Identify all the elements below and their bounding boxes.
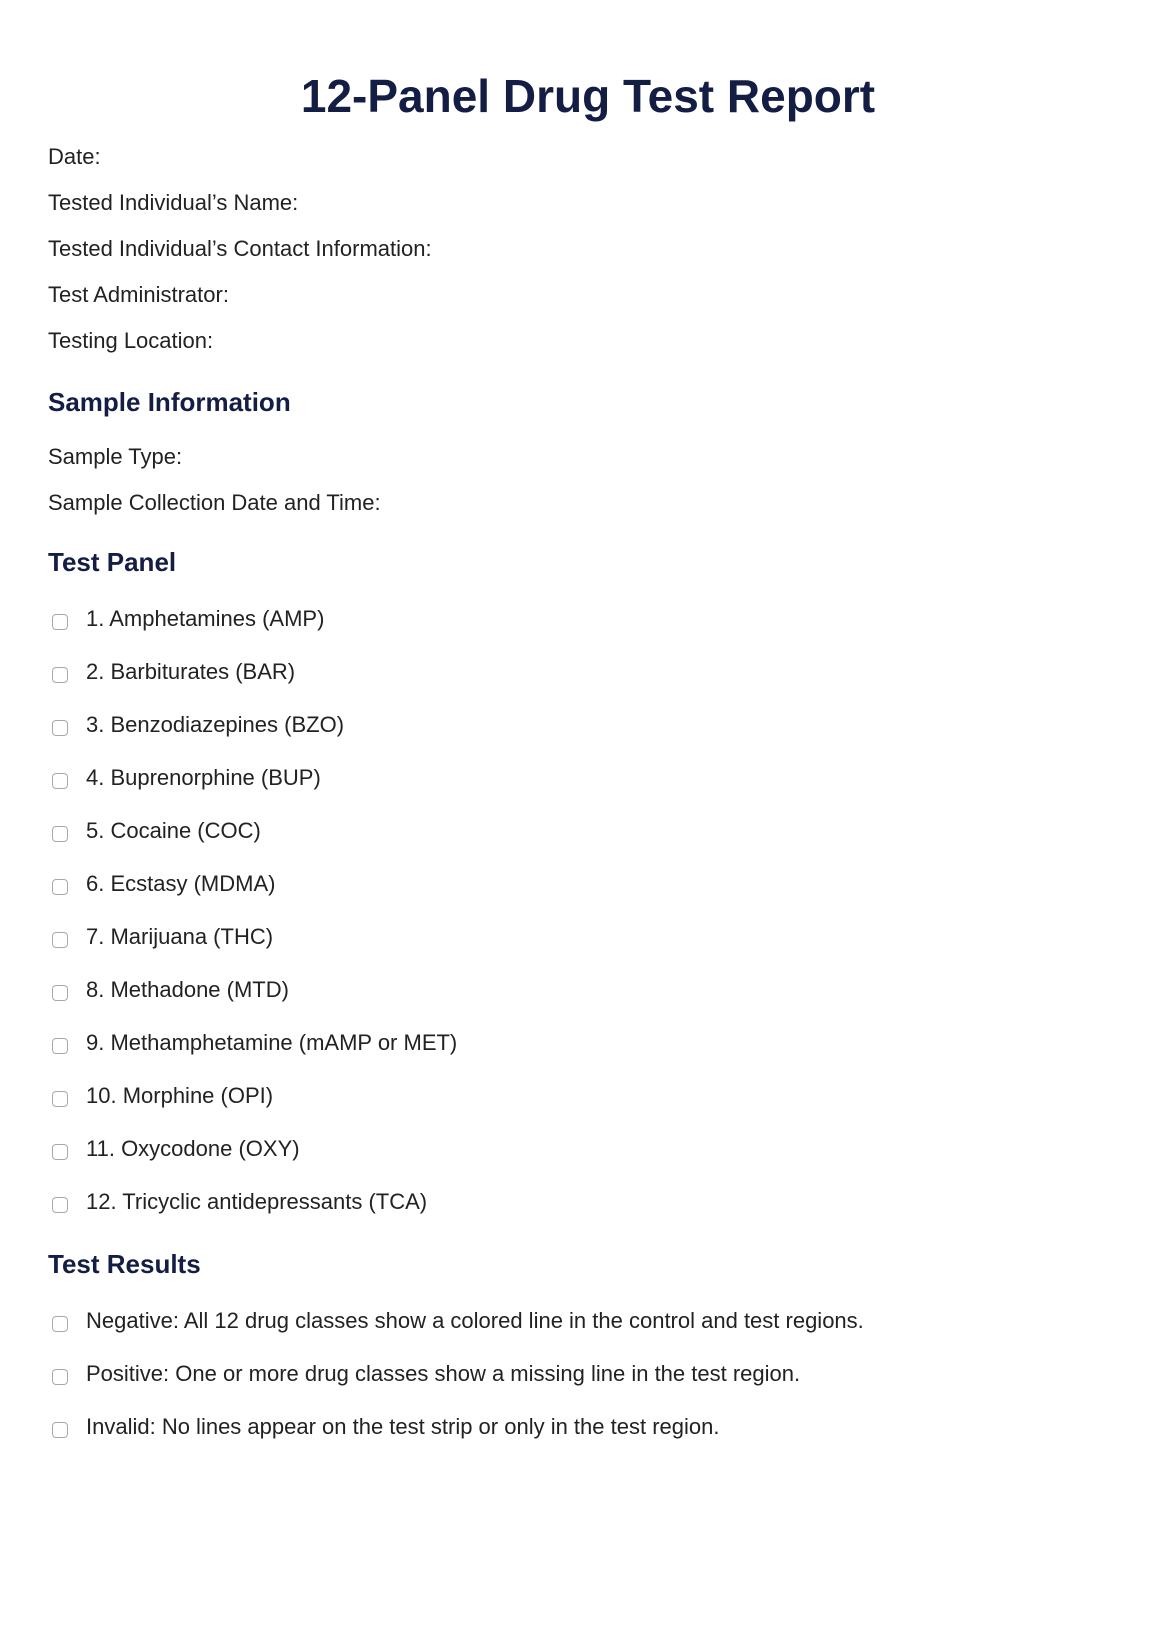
sample-collection-field-label: Sample Collection Date and Time: bbox=[48, 490, 381, 515]
result-item-negative bbox=[48, 1294, 1128, 1347]
test-results-list bbox=[48, 1294, 1128, 1453]
panel-checkbox[interactable] bbox=[52, 932, 68, 948]
test-results-heading: Test Results bbox=[48, 1249, 201, 1279]
panel-item-label: 7. Marijuana (THC) bbox=[86, 923, 274, 949]
location-field-label: Testing Location: bbox=[48, 328, 214, 353]
contact-field-label: Tested Individual’s Contact Information: bbox=[48, 236, 432, 261]
name-field-label: Tested Individual’s Name: bbox=[48, 190, 299, 215]
result-checkbox[interactable] bbox=[52, 1316, 68, 1332]
panel-item-ecstasy bbox=[48, 857, 1128, 910]
panel-item-amphetamines bbox=[48, 592, 1128, 645]
panel-item-marijuana bbox=[48, 910, 1128, 963]
panel-item-label: 11. Oxycodone (OXY) bbox=[86, 1135, 300, 1161]
panel-item-methamphetamine bbox=[48, 1016, 1128, 1069]
result-item-label: Negative: All 12 drug classes show a colored line in the control and test regions. bbox=[86, 1307, 864, 1333]
result-checkbox[interactable] bbox=[52, 1369, 68, 1385]
result-item-invalid bbox=[48, 1400, 1128, 1453]
result-item-positive bbox=[48, 1347, 1128, 1400]
panel-item-morphine bbox=[48, 1069, 1128, 1122]
panel-checkbox[interactable] bbox=[52, 1144, 68, 1160]
panel-checkbox[interactable] bbox=[52, 1091, 68, 1107]
result-item-label: Positive: One or more drug classes show a missing line in the test region. bbox=[86, 1360, 801, 1386]
result-checkbox[interactable] bbox=[52, 1422, 68, 1438]
panel-item-label: 6. Ecstasy (MDMA) bbox=[86, 870, 276, 896]
sample-fields bbox=[48, 434, 1128, 526]
panel-checkbox[interactable] bbox=[52, 614, 68, 630]
panel-checkbox[interactable] bbox=[52, 773, 68, 789]
panel-item-label: 1. Amphetamines (AMP) bbox=[86, 605, 325, 631]
result-item-label: Invalid: No lines appear on the test strip or only in the test region. bbox=[86, 1413, 720, 1439]
panel-item-buprenorphine bbox=[48, 751, 1128, 804]
panel-checkbox[interactable] bbox=[52, 1038, 68, 1054]
panel-checkbox[interactable] bbox=[52, 826, 68, 842]
panel-item-label: 8. Methadone (MTD) bbox=[86, 976, 289, 1002]
panel-item-label: 9. Methamphetamine (mAMP or MET) bbox=[86, 1029, 458, 1055]
panel-checkbox[interactable] bbox=[52, 879, 68, 895]
panel-item-benzodiazepines bbox=[48, 698, 1128, 751]
panel-item-label: 2. Barbiturates (BAR) bbox=[86, 658, 296, 684]
panel-checkbox[interactable] bbox=[52, 720, 68, 736]
sample-type-field-label: Sample Type: bbox=[48, 444, 183, 469]
panel-checkbox[interactable] bbox=[52, 985, 68, 1001]
panel-item-label: 5. Cocaine (COC) bbox=[86, 817, 261, 843]
test-panel-list bbox=[48, 592, 1128, 1228]
test-panel-heading: Test Panel bbox=[48, 547, 177, 577]
date-field-label: Date: bbox=[48, 144, 101, 169]
panel-checkbox[interactable] bbox=[52, 1197, 68, 1213]
panel-item-barbiturates bbox=[48, 645, 1128, 698]
panel-item-label: 12. Tricyclic antidepressants (TCA) bbox=[86, 1188, 428, 1214]
panel-item-cocaine bbox=[48, 804, 1128, 857]
panel-checkbox[interactable] bbox=[52, 667, 68, 683]
page-title: 12-Panel Drug Test Report bbox=[300, 70, 876, 122]
panel-item-methadone bbox=[48, 963, 1128, 1016]
sample-information-heading: Sample Information bbox=[48, 387, 291, 417]
panel-item-oxycodone bbox=[48, 1122, 1128, 1175]
panel-item-tricyclic-antidepressants bbox=[48, 1175, 1128, 1228]
administrator-field-label: Test Administrator: bbox=[48, 282, 229, 307]
panel-item-label: 10. Morphine (OPI) bbox=[86, 1082, 274, 1108]
header-fields bbox=[48, 134, 1128, 364]
panel-item-label: 4. Buprenorphine (BUP) bbox=[86, 764, 321, 790]
panel-item-label: 3. Benzodiazepines (BZO) bbox=[86, 711, 345, 737]
